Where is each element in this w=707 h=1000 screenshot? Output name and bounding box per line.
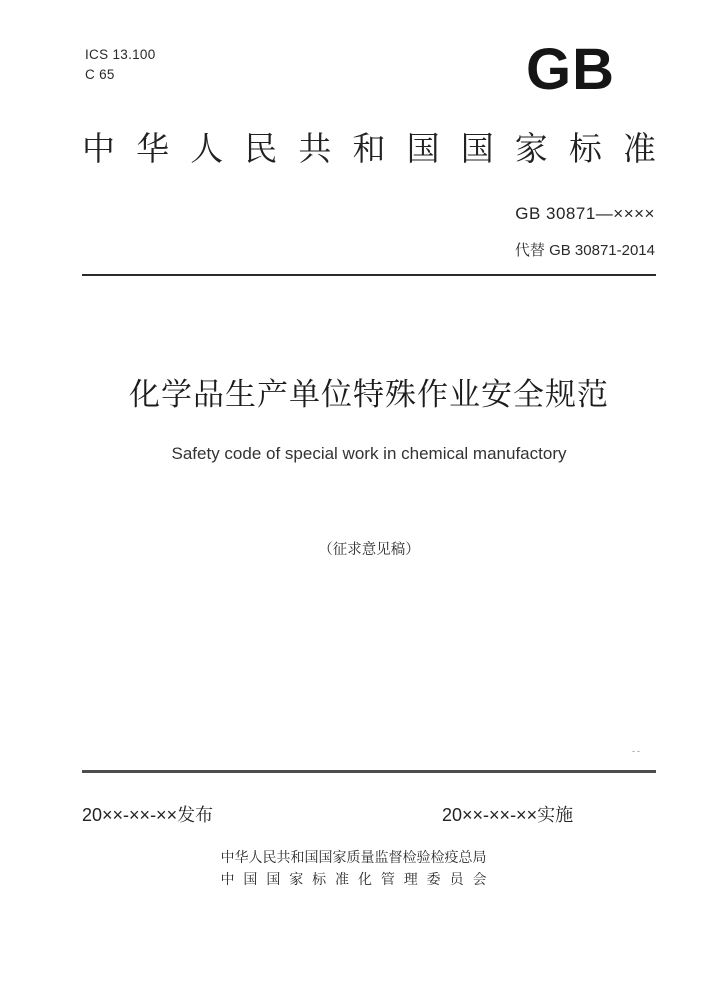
issuer-block bbox=[0, 846, 707, 891]
gb-logo: GB bbox=[526, 37, 615, 102]
document-title-english: Safety code of special work in chemical manufactory bbox=[171, 444, 567, 463]
draft-note: （征求意见稿） bbox=[318, 542, 420, 558]
national-standard-heading: 中 华 人 民 共 和 国 国 家 标 准 bbox=[82, 130, 656, 167]
page-edge-mark: -- bbox=[632, 746, 642, 756]
issuer-lines bbox=[221, 846, 487, 891]
ics-code: ICS 13.100 bbox=[85, 47, 156, 62]
implement-date: 20××-××-××实施 bbox=[442, 805, 574, 825]
issuer-aqsiq: 中华人民共和国国家质量监督检验检疫总局 bbox=[220, 849, 487, 865]
footer-divider-rule bbox=[82, 770, 656, 773]
dates-row bbox=[82, 801, 656, 825]
issuer-sac: 中 国 国 家 标 准 化 管 理 委 员 会 bbox=[220, 871, 487, 887]
replaces-note: 代替 GB 30871-2014 bbox=[514, 242, 655, 259]
standard-number: GB 30871—×××× bbox=[515, 204, 655, 223]
class-code: C 65 bbox=[85, 67, 115, 82]
ics-classification-block bbox=[85, 45, 156, 85]
header-divider-rule bbox=[82, 274, 656, 276]
document-title-chinese: 化学品生产单位特殊作业安全规范 bbox=[129, 377, 609, 412]
issue-date: 20××-××-××发布 bbox=[82, 805, 214, 825]
